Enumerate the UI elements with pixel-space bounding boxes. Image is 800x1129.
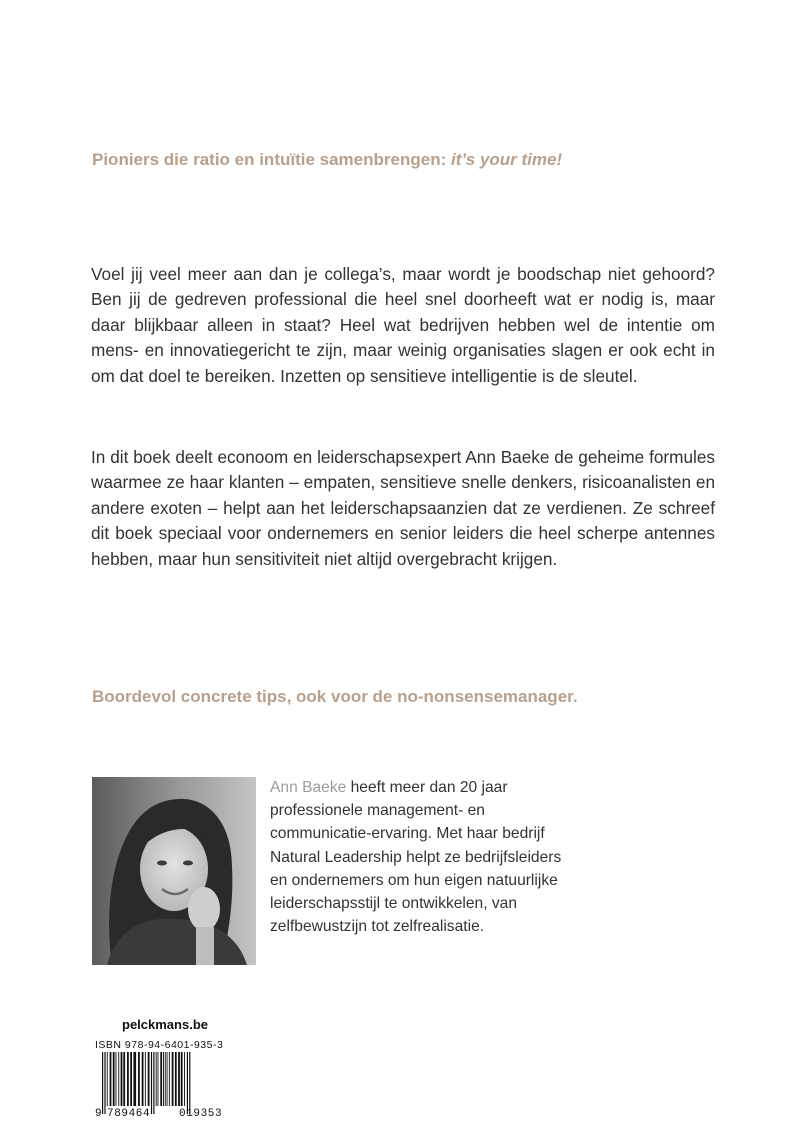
barcode-bar bbox=[172, 1052, 174, 1106]
tagline bbox=[92, 150, 732, 170]
barcode-bar bbox=[107, 1052, 108, 1106]
barcode-bar bbox=[158, 1052, 159, 1106]
book-description-paragraph: In dit boek deelt econoom en leiderschapsexpert Ann Baeke de geheime formules waarmee ze haar klanten – empaten, sensitieve snelle denkers, risicoanalisten en andere exoten – helpt aan het leiderschapsaanzien dat ze verdienen. Ze schreef dit boek speciaal voor ondernemers en senior leiders die heel scherpe antennes hebben, maar hun sensitiviteit niet altijd overgebracht krijgen. bbox=[91, 447, 715, 569]
barcode-bar bbox=[178, 1052, 180, 1106]
barcode-first-digit: 9 bbox=[95, 1108, 103, 1120]
barcode-bar bbox=[127, 1052, 129, 1106]
barcode-bar bbox=[121, 1052, 123, 1106]
barcode-bar bbox=[187, 1052, 188, 1114]
author-name: Ann Baeke bbox=[270, 779, 347, 796]
secondary-tagline: Boordevol concrete tips, ook voor de no-nonsensemanager. bbox=[92, 687, 578, 706]
barcode-bar bbox=[153, 1052, 154, 1114]
barcode-bar bbox=[116, 1052, 117, 1106]
barcode-left-digits: 789464 bbox=[107, 1108, 151, 1120]
barcode-bar bbox=[156, 1052, 157, 1106]
barcode-bar bbox=[167, 1052, 168, 1106]
barcode-bar bbox=[175, 1052, 177, 1106]
isbn-barcode bbox=[98, 1052, 248, 1114]
barcode-bar bbox=[138, 1052, 140, 1106]
tagline-emphasis: it’s your time! bbox=[450, 150, 563, 169]
barcode-bar bbox=[160, 1052, 162, 1106]
author-bio bbox=[270, 776, 570, 938]
isbn-number: ISBN 978-94-6401-935-3 bbox=[95, 1039, 224, 1051]
publisher-website: pelckmans.be bbox=[122, 1017, 208, 1032]
barcode-bar bbox=[151, 1052, 152, 1114]
barcode-bar bbox=[102, 1052, 103, 1114]
barcode-bar bbox=[113, 1052, 115, 1106]
barcode-bar bbox=[163, 1052, 164, 1106]
barcode-bar bbox=[118, 1052, 119, 1106]
barcode-bar bbox=[184, 1052, 185, 1106]
barcode-bar bbox=[145, 1052, 146, 1106]
barcode-bar bbox=[133, 1052, 136, 1106]
author-bio-text: heeft meer dan 20 jaar professionele management- en communicatie-ervaring. Met haar bedrijf Natural Leadership helpt ze bedrijfsleiders en ondernemers om hun eigen natuurlijke leiderschapsstijl te ontwikkelen, van zelfbewustzijn tot zelfrealisatie. bbox=[270, 779, 562, 936]
barcode-right-digits: 019353 bbox=[179, 1108, 223, 1120]
barcode-bar bbox=[142, 1052, 144, 1106]
barcode-bar bbox=[130, 1052, 132, 1106]
barcode-bar bbox=[181, 1052, 183, 1106]
barcode-bar bbox=[165, 1052, 166, 1106]
barcode-bar bbox=[189, 1052, 190, 1114]
barcode-bar bbox=[123, 1052, 125, 1106]
barcode-bar bbox=[110, 1052, 112, 1106]
author-photo bbox=[92, 777, 256, 965]
intro-paragraph: Voel jij veel meer aan dan je collega’s, maar wordt je boodschap niet gehoord? Ben jij de gedreven professional die heel snel doorheeft wat er nodig is, maar daar blijkbaar alleen in staat? Heel wat bedrijven hebben wel de intentie om mens- en innovatiegericht te zijn, maar weinig organisaties slagen er ook echt in om dat doel te bereiken. Inzetten op sensitieve intelligentie is de sleutel. bbox=[91, 264, 715, 386]
barcode-bar bbox=[104, 1052, 105, 1114]
tagline-main: Pioniers die ratio en intuïtie samenbrengen: bbox=[92, 150, 451, 169]
barcode-bar bbox=[169, 1052, 170, 1106]
barcode-bar bbox=[148, 1052, 150, 1106]
